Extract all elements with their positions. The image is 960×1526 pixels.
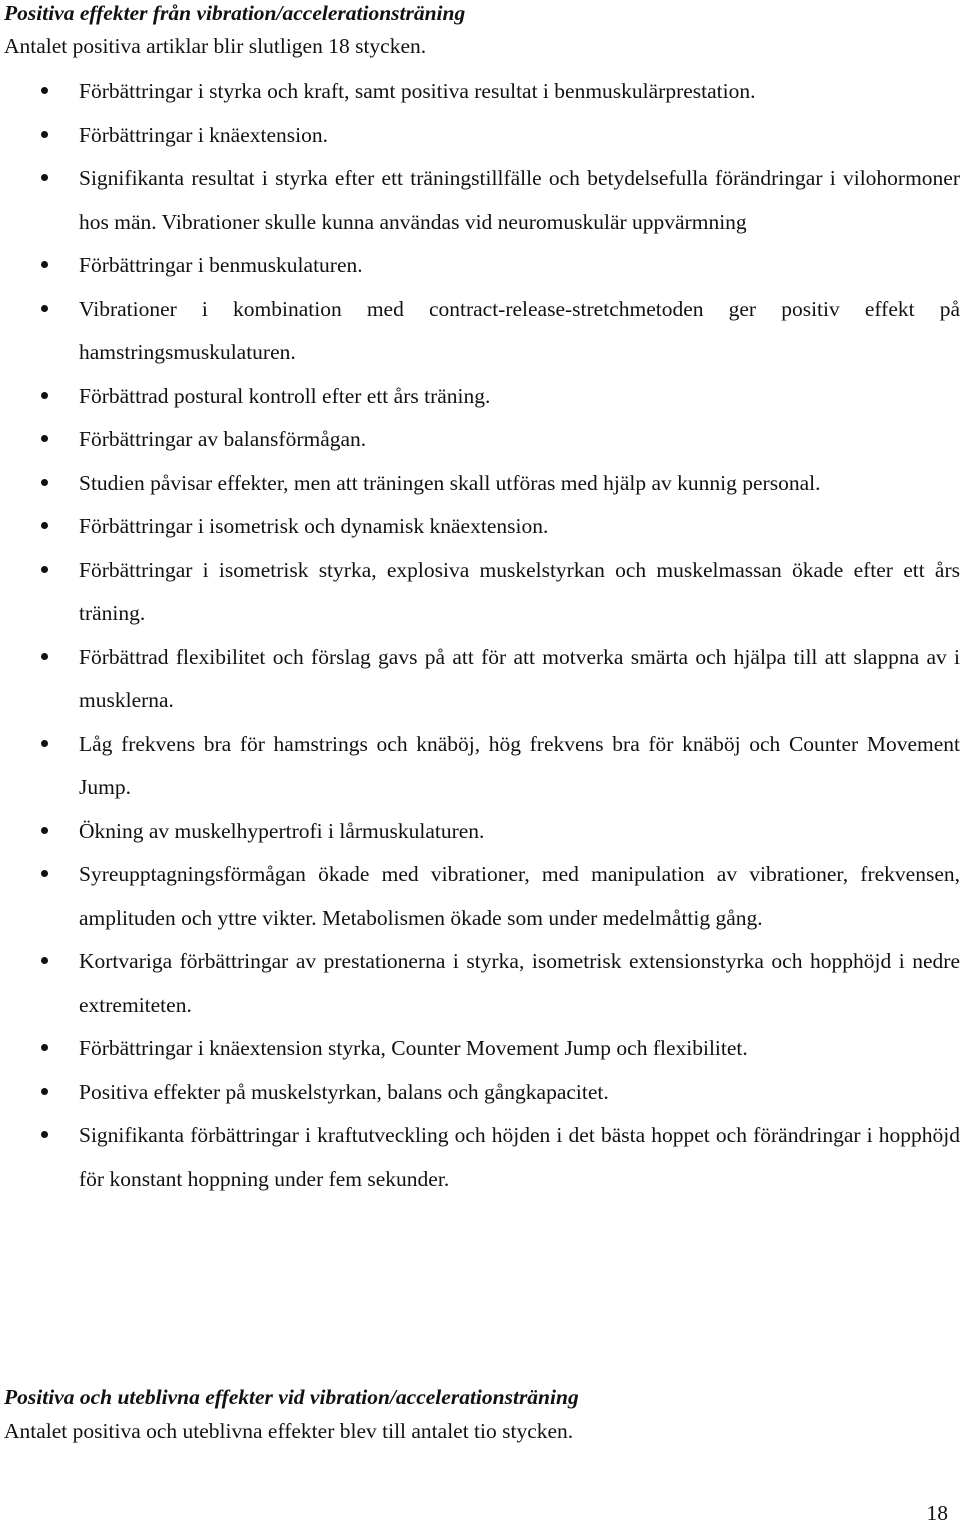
bullet-icon: [41, 261, 48, 268]
list-item-text: Förbättringar i isometrisk och dynamisk knäextension.: [79, 514, 549, 538]
list-item: [0, 549, 960, 636]
list-item: [0, 1114, 960, 1201]
bullet-list: [0, 70, 960, 1201]
section-intro: Antalet positiva och uteblivna effekter blev till antalet tio stycken.: [4, 1419, 574, 1443]
list-item-text: Signifikanta förbättringar i kraftutveckling och höjden i det bästa hoppet och förändringar i hopphöjd för konstant hoppning under fem sekunder.: [79, 1123, 960, 1191]
list-item-text: Signifikanta resultat i styrka efter ett träningstillfälle och betydelsefulla förändringar i vilohormoner hos män. Vibrationer skulle kunna användas vid neuromuskulär uppvärmning: [79, 166, 960, 234]
bullet-icon: [41, 566, 48, 573]
list-item: [0, 940, 960, 1027]
list-item-text: Syreupptagningsförmågan ökade med vibrationer, med manipulation av vibrationer, frekvensen, amplituden och yttre vikter. Metabolismen ökade som under medelmåttig gång.: [79, 862, 960, 930]
list-item-text: Förbättringar i knäextension.: [79, 122, 328, 147]
list-item-text: Förbättringar i isometrisk styrka, explosiva muskelstyrkan och muskelmassan ökade efter ett års träning.: [79, 557, 960, 625]
bullet-icon: [41, 174, 48, 181]
list-item: [0, 114, 960, 158]
bullet-icon: [41, 435, 48, 442]
list-item: [0, 1027, 960, 1071]
list-item: [0, 418, 960, 462]
list-item-text: Studien påvisar effekter, men att träningen skall utföras med hjälp av kunnig personal.: [79, 470, 821, 495]
list-item-text: Förbättrad postural kontroll efter ett års träning.: [79, 383, 491, 408]
section-heading: Positiva effekter från vibration/accelerationsträning: [4, 1, 466, 25]
list-item-text: Förbättringar i styrka och kraft, samt positiva resultat i benmuskulärprestation.: [79, 79, 756, 103]
list-item-text: Förbättringar i knäextension styrka, Counter Movement Jump och flexibilitet.: [79, 1036, 748, 1060]
list-item: [0, 70, 960, 114]
list-item: [0, 636, 960, 723]
list-item: [0, 810, 960, 854]
list-item-text: Förbättrad flexibilitet och förslag gavs på att för att motverka smärta och hjälpa till att slappna av i musklerna.: [79, 644, 960, 712]
bullet-icon: [41, 740, 48, 747]
bullet-icon: [41, 479, 48, 486]
list-item: [0, 244, 960, 288]
bullet-icon: [41, 957, 48, 964]
bullet-icon: [41, 870, 48, 877]
list-item: [0, 853, 960, 940]
bullet-icon: [41, 131, 48, 138]
section-heading: Positiva och uteblivna effekter vid vibration/accelerationsträning: [4, 1385, 579, 1409]
bullet-icon: [41, 1044, 48, 1051]
list-item-text: Ökning av muskelhypertrofi i lårmuskulaturen.: [79, 818, 485, 843]
bullet-icon: [41, 1131, 48, 1138]
list-item: [0, 288, 960, 375]
section-intro: Antalet positiva artiklar blir slutligen 18 stycken.: [4, 34, 427, 58]
list-item-text: Förbättringar i benmuskulaturen.: [79, 253, 363, 277]
bullet-icon: [41, 1088, 48, 1095]
list-item-text: Vibrationer i kombination med contract-release-stretchmetoden ger positiv effekt på hamstringsmuskulaturen.: [79, 296, 960, 364]
list-item: [0, 375, 960, 419]
list-item-text: Kortvariga förbättringar av prestationerna i styrka, isometrisk extensionstyrka och hopphöjd i nedre extremiteten.: [79, 949, 960, 1017]
list-item: [0, 157, 960, 244]
list-item: [0, 505, 960, 549]
bullet-icon: [41, 392, 48, 399]
page-number: 18: [926, 1501, 948, 1525]
list-item: [0, 723, 960, 810]
list-item: [0, 1071, 960, 1115]
bullet-icon: [41, 522, 48, 529]
bullet-icon: [41, 653, 48, 660]
list-item-text: Låg frekvens bra för hamstrings och knäböj, hög frekvens bra för knäböj och Counter Movement Jump.: [79, 731, 960, 799]
bullet-icon: [41, 827, 48, 834]
bullet-icon: [41, 305, 48, 312]
list-item-text: Positiva effekter på muskelstyrkan, balans och gångkapacitet.: [79, 1079, 609, 1104]
bullet-icon: [41, 87, 48, 94]
list-item: [0, 462, 960, 506]
list-item-text: Förbättringar av balansförmågan.: [79, 427, 367, 451]
